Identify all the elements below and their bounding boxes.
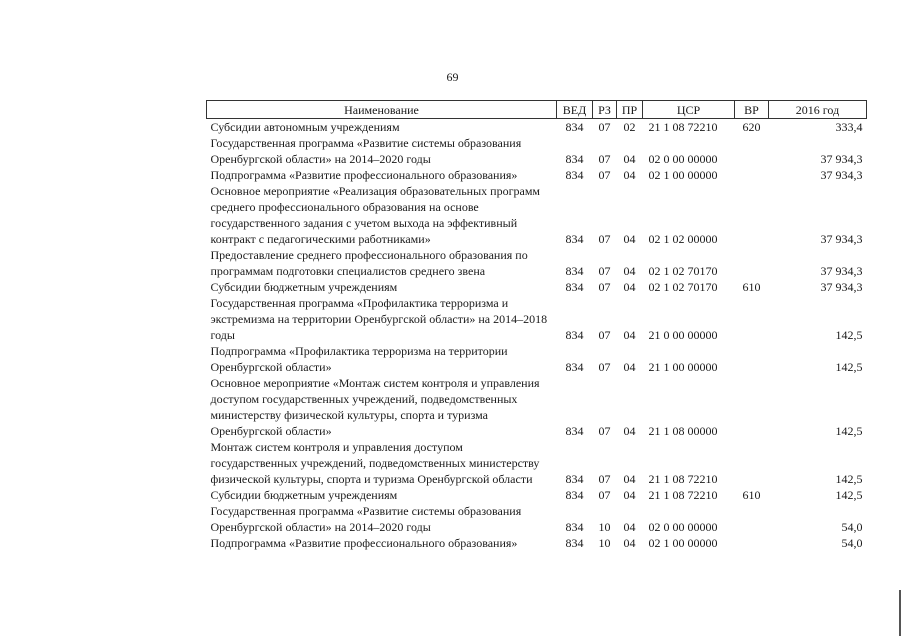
cell-pr: 04 [623, 424, 636, 438]
cell-rz: 07 [598, 424, 611, 438]
cell-csr: 21 1 08 72210 [648, 472, 718, 486]
cell-csr: 02 1 02 00000 [648, 232, 718, 246]
cell-rz: 07 [598, 168, 611, 182]
cell-ved: 834 [565, 168, 584, 182]
cell-sum: 142,5 [835, 328, 863, 342]
cell-sum: 37 934,3 [820, 232, 863, 246]
cell-pr: 04 [623, 328, 636, 342]
table-row [207, 279, 867, 295]
cell-pr: 04 [623, 168, 636, 182]
cell-ved: 834 [565, 520, 584, 534]
cell-rz: 07 [598, 232, 611, 246]
cell-rz: 07 [598, 120, 611, 134]
cell-rz: 07 [598, 472, 611, 486]
cell-pr: 04 [623, 264, 636, 278]
cell-csr: 02 1 00 00000 [648, 168, 718, 182]
cell-name: Субсидии бюджетным учреждениям [210, 280, 398, 294]
table-body [207, 119, 867, 552]
cell-name: Основное мероприятие «Монтаж систем контроля и управления доступом государственных учреждений, подведомственных министерству физической культуры, спорта и туризма Оренбургской области» [210, 376, 540, 438]
cell-rz: 07 [598, 264, 611, 278]
table-row [207, 119, 867, 136]
cell-vr [735, 343, 769, 375]
cell-pr: 04 [623, 280, 636, 294]
page-number: 69 [446, 70, 459, 84]
cell-name: Основное мероприятие «Реализация образовательных программ среднего профессионального образования на основе государственного задания с учетом выхода на эффективный контракт с педагогическими работниками» [210, 184, 541, 246]
cell-csr: 02 0 00 00000 [648, 520, 718, 534]
table-header-row [207, 101, 867, 119]
cell-rz: 07 [598, 488, 611, 502]
cell-sum: 142,5 [835, 360, 863, 374]
table-row [207, 247, 867, 279]
cell-rz: 10 [598, 536, 611, 550]
cell-sum: 54,0 [841, 536, 863, 550]
cell-name: Подпрограмма «Развитие профессионального образования» [210, 536, 518, 550]
cell-ved: 834 [565, 328, 584, 342]
table-row [207, 343, 867, 375]
cell-csr: 02 0 00 00000 [648, 152, 718, 166]
header-sum: 2016 год [769, 101, 867, 119]
table-row [207, 375, 867, 439]
cell-ved: 834 [565, 264, 584, 278]
cell-pr: 04 [623, 536, 636, 550]
cell-vr [735, 183, 769, 247]
cell-ved: 834 [565, 120, 584, 134]
cell-csr: 21 1 08 72210 [648, 120, 718, 134]
scan-edge-mark [899, 590, 901, 636]
table-row [207, 167, 867, 183]
cell-vr [735, 135, 769, 167]
cell-name: Государственная программа «Развитие системы образования Оренбургской области» на 2014–2020 годы [210, 504, 522, 534]
budget-table [206, 100, 867, 551]
cell-pr: 04 [623, 520, 636, 534]
cell-sum: 54,0 [841, 520, 863, 534]
cell-rz: 10 [598, 520, 611, 534]
cell-ved: 834 [565, 360, 584, 374]
cell-name: Государственная программа «Профилактика терроризма и экстремизма на территории Оренбургской области» на 2014–2018 годы [210, 296, 548, 342]
cell-rz: 07 [598, 152, 611, 166]
cell-name: Подпрограмма «Развитие профессионального образования» [210, 168, 518, 182]
cell-pr: 04 [623, 488, 636, 502]
cell-vr: 610 [742, 280, 761, 294]
cell-pr: 02 [623, 120, 636, 134]
cell-sum: 333,4 [835, 120, 863, 134]
cell-vr [735, 375, 769, 439]
cell-sum: 37 934,3 [820, 264, 863, 278]
cell-vr [735, 247, 769, 279]
cell-csr: 21 1 08 72210 [648, 488, 718, 502]
table-row [207, 535, 867, 551]
cell-name: Предоставление среднего профессионального образования по программам подготовки специалистов среднего звена [210, 248, 528, 278]
cell-csr: 21 1 00 00000 [648, 360, 718, 374]
cell-name: Субсидии бюджетным учреждениям [210, 488, 398, 502]
cell-sum: 142,5 [835, 472, 863, 486]
cell-pr: 04 [623, 472, 636, 486]
cell-vr [735, 439, 769, 487]
cell-sum: 37 934,3 [820, 168, 863, 182]
cell-vr [735, 503, 769, 535]
cell-vr [735, 295, 769, 343]
cell-ved: 834 [565, 472, 584, 486]
cell-pr: 04 [623, 152, 636, 166]
header-vr: ВР [735, 101, 769, 119]
cell-ved: 834 [565, 536, 584, 550]
table-row [207, 503, 867, 535]
header-csr: ЦСР [643, 101, 735, 119]
table-row [207, 439, 867, 487]
cell-csr: 21 0 00 00000 [648, 328, 718, 342]
cell-name: Государственная программа «Развитие системы образования Оренбургской области» на 2014–2020 годы [210, 136, 522, 166]
cell-rz: 07 [598, 328, 611, 342]
cell-name: Монтаж систем контроля и управления доступом государственных учреждений, подведомственных министерству физической культуры, спорта и туризма Оренбургской области [210, 440, 540, 486]
cell-csr: 21 1 08 00000 [648, 424, 718, 438]
cell-sum: 142,5 [835, 424, 863, 438]
table-row [207, 135, 867, 167]
cell-csr: 02 1 02 70170 [648, 264, 718, 278]
header-rz: РЗ [593, 101, 617, 119]
table-row [207, 295, 867, 343]
cell-sum: 142,5 [835, 488, 863, 502]
cell-name: Подпрограмма «Профилактика терроризма на территории Оренбургской области» [210, 344, 508, 374]
cell-pr: 04 [623, 360, 636, 374]
cell-vr [735, 167, 769, 183]
cell-pr: 04 [623, 232, 636, 246]
cell-csr: 02 1 00 00000 [648, 536, 718, 550]
cell-sum: 37 934,3 [820, 152, 863, 166]
cell-name: Субсидии автономным учреждениям [210, 120, 400, 134]
cell-csr: 02 1 02 70170 [648, 280, 718, 294]
cell-rz: 07 [598, 360, 611, 374]
cell-vr: 620 [742, 120, 761, 134]
table-row [207, 487, 867, 503]
cell-ved: 834 [565, 424, 584, 438]
header-ved: ВЕД [557, 101, 593, 119]
cell-ved: 834 [565, 152, 584, 166]
cell-ved: 834 [565, 280, 584, 294]
header-name: Наименование [207, 101, 557, 119]
table-row [207, 183, 867, 247]
cell-vr [735, 535, 769, 551]
cell-rz: 07 [598, 280, 611, 294]
cell-vr: 610 [742, 488, 761, 502]
header-pr: ПР [617, 101, 643, 119]
cell-ved: 834 [565, 488, 584, 502]
cell-ved: 834 [565, 232, 584, 246]
cell-sum: 37 934,3 [820, 280, 863, 294]
